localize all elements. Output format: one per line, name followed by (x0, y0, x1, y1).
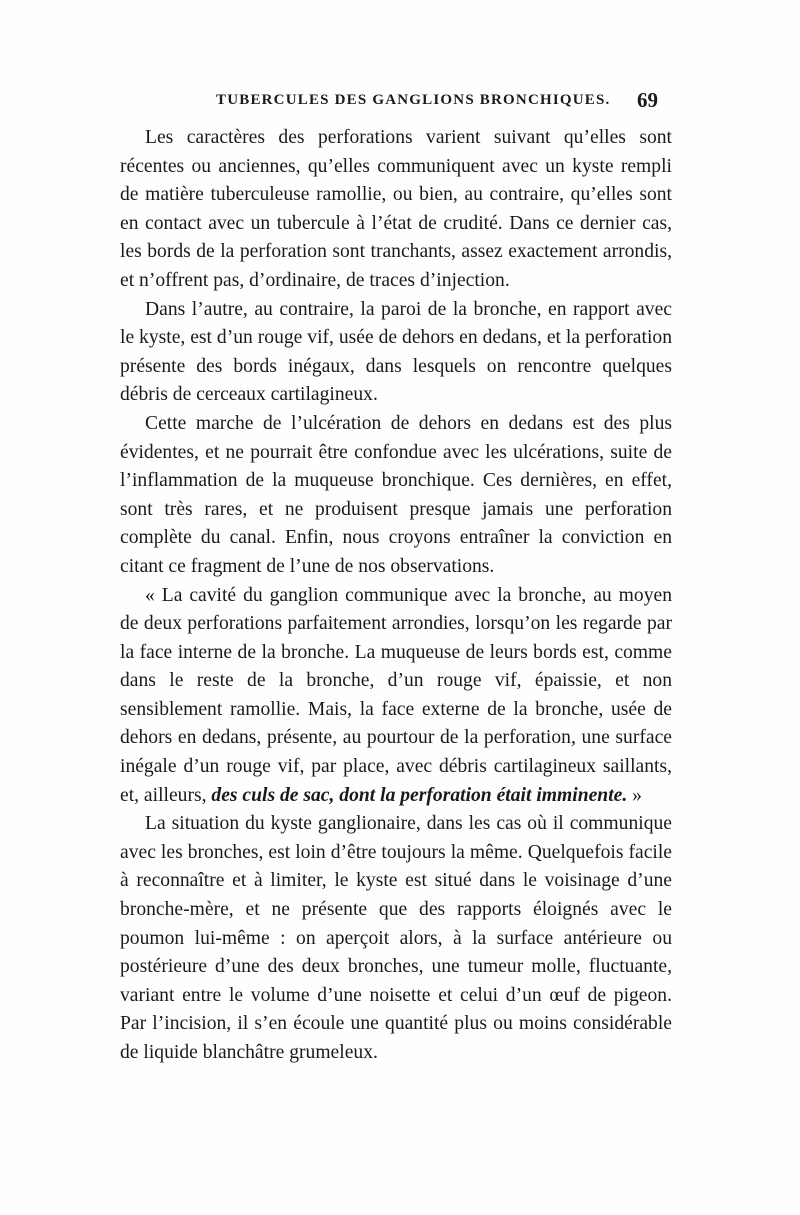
running-header (120, 88, 658, 122)
quotation-close: » (627, 784, 642, 806)
paragraph-4-quotation (120, 582, 672, 811)
quotation-text: « La cavité du ganglion communique avec la bronche, au moyen de deux perforations parfaitement arrondies, lorsqu’on les regarde par la face interne de la bronche. La muqueuse de leurs bords est, comme dans le reste de la bronche, d’un rouge vif, épaissie, et non sensiblement ramollie. Mais, la face externe de la bronche, usée de dehors en dedans, présente, au pourtour de la perforation, une surface inégale d’un rouge vif, par place, avec débris cartilagineux saillants, et, ailleurs, (120, 584, 672, 806)
paragraph-2: Dans l’autre, au contraire, la paroi de la bronche, en rapport avec le kyste, est d’un rouge vif, usée de dehors en dedans, et la perforation présente des bords inégaux, dans lesquels on rencontre quelques débris de cerceaux cartilagineux. (120, 298, 672, 406)
paragraph-1: Les caractères des perforations varient suivant qu’elles sont récentes ou anciennes, qu’elles communiquent avec un kyste rempli de matière tuberculeuse ramollie, ou bien, au contraire, qu’elles sont en contact avec un tubercule à l’état de crudité. Dans ce dernier cas, les bords de la perforation sont tranchants, assez exactement arrondis, et n’offrent pas, d’ordinaire, de traces d’injection. (120, 127, 672, 291)
page-number: 69 (637, 88, 658, 112)
quotation-italic: des culs de sac, dont la perforation était imminente. (211, 784, 628, 806)
running-title: TUBERCULES DES GANGLIONS BRONCHIQUES. (216, 92, 611, 108)
body-text (120, 124, 672, 1068)
paragraph-5: La situation du kyste ganglionaire, dans les cas où il communique avec les bronches, est loin d’être toujours la même. Quelquefois facile à reconnaître et à limiter, le kyste est situé dans le voisinage d’une bronche-mère, et ne présente que des rapports éloignés avec le poumon lui-même : on aperçoit alors, à la surface antérieure ou postérieure d’une des deux bronches, une tumeur molle, fluctuante, variant entre le volume d’une noisette et celui d’un œuf de pigeon. Par l’incision, il s’en écoule une quantité plus ou moins considérable de liquide blanchâtre grumeleux. (120, 813, 672, 1063)
paragraph-3: Cette marche de l’ulcération de dehors en dedans est des plus évidentes, et ne pourrait être confondue avec les ulcérations, suite de l’inflammation de la muqueuse bronchique. Ces dernières, en effet, sont très rares, et ne produisent presque jamais une perforation complète du canal. Enfin, nous croyons entraîner la conviction en citant ce fragment de l’une de nos observations. (120, 412, 672, 577)
